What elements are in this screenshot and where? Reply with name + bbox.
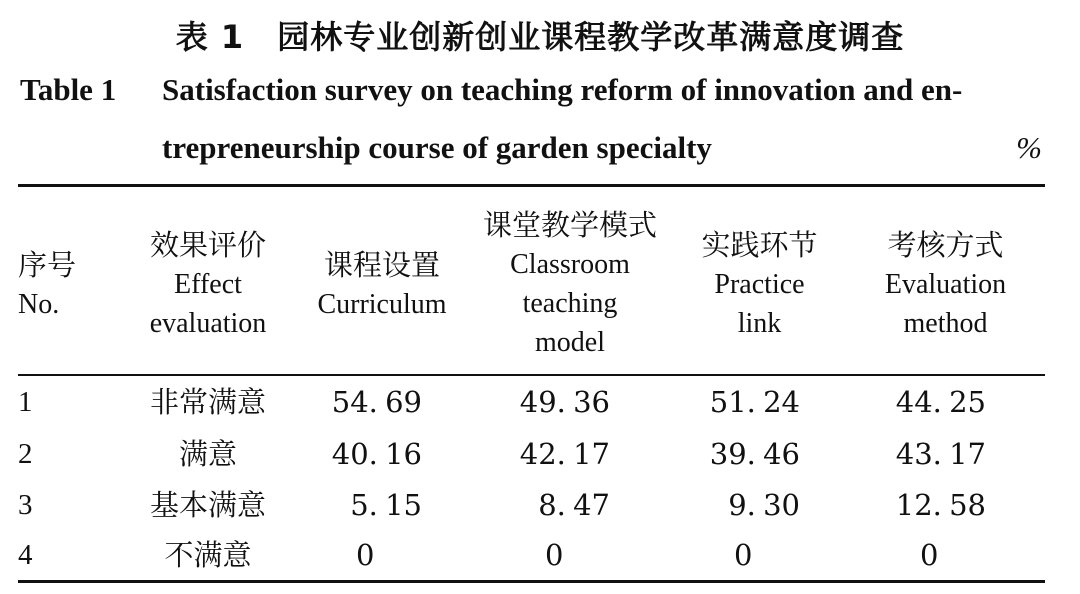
table-header-rule bbox=[18, 374, 1045, 376]
table-label: Table 1 bbox=[20, 72, 117, 107]
cell-practice: 0 bbox=[734, 538, 753, 572]
header-classroom-en-1: Classroom bbox=[510, 249, 630, 280]
table-row bbox=[0, 530, 1080, 580]
header-evaluation-en-2: method bbox=[903, 308, 988, 339]
cell-evaluation: 43. 17 bbox=[895, 437, 986, 471]
header-evaluation-cn: 考核方式 bbox=[887, 228, 1004, 262]
cell-evaluation: 12. 58 bbox=[895, 488, 986, 522]
unit-label: % bbox=[1016, 130, 1042, 165]
header-classroom-en-3: model bbox=[535, 327, 605, 358]
header-effect-evaluation bbox=[108, 226, 308, 343]
cell-effect: 不满意 bbox=[164, 538, 252, 572]
header-practice-link bbox=[672, 226, 847, 343]
cell-serial-number: 1 bbox=[18, 386, 33, 418]
cell-classroom: 42. 17 bbox=[519, 437, 610, 471]
cell-practice: 51. 24 bbox=[709, 385, 800, 419]
cell-serial-number: 3 bbox=[18, 489, 33, 521]
header-curriculum-cn: 课程设置 bbox=[323, 248, 440, 282]
table-title-english-line2: trepreneurship course of garden specialty bbox=[162, 130, 712, 165]
header-evaluation-en-1: Evaluation bbox=[884, 269, 1007, 300]
header-classroom-en-2: teaching bbox=[522, 288, 618, 319]
table-row bbox=[0, 429, 1080, 479]
table-row bbox=[0, 480, 1080, 530]
cell-curriculum: 54. 69 bbox=[331, 385, 422, 419]
header-curriculum-en: Curriculum bbox=[317, 289, 447, 320]
table-row bbox=[0, 377, 1080, 427]
cell-serial-number: 2 bbox=[18, 438, 33, 470]
cell-effect: 基本满意 bbox=[149, 488, 266, 522]
header-practice-en-2: link bbox=[737, 308, 782, 339]
cell-classroom: 0 bbox=[545, 538, 564, 572]
cell-evaluation: 44. 25 bbox=[895, 385, 986, 419]
header-serial-number-cn: 序号 bbox=[18, 248, 77, 282]
table-bottom-rule bbox=[18, 580, 1045, 583]
header-effect-evaluation-en-2: evaluation bbox=[149, 308, 267, 339]
table-top-rule bbox=[18, 184, 1045, 187]
cell-curriculum: 0 bbox=[356, 538, 375, 572]
header-practice-cn: 实践环节 bbox=[701, 228, 818, 262]
cell-classroom: 8. 47 bbox=[538, 488, 610, 522]
header-classroom-cn: 课堂教学模式 bbox=[482, 208, 657, 242]
cell-effect: 满意 bbox=[178, 437, 237, 471]
cell-effect: 非常满意 bbox=[149, 385, 266, 419]
header-practice-en-1: Practice bbox=[714, 269, 805, 300]
cell-curriculum: 40. 16 bbox=[331, 437, 422, 471]
header-serial-number-en: No. bbox=[18, 289, 60, 320]
table-title-chinese: 表 1 园林专业创新创业课程教学改革满意度调查 bbox=[175, 18, 905, 56]
header-serial-number bbox=[18, 246, 76, 324]
cell-evaluation: 0 bbox=[920, 538, 939, 572]
cell-classroom: 49. 36 bbox=[519, 385, 610, 419]
header-classroom-teaching-model bbox=[465, 206, 675, 362]
header-effect-evaluation-en-1: Effect bbox=[174, 269, 242, 300]
cell-practice: 39. 46 bbox=[709, 437, 800, 471]
header-evaluation-method bbox=[848, 226, 1043, 343]
header-effect-evaluation-cn: 效果评价 bbox=[149, 228, 266, 262]
cell-curriculum: 5. 15 bbox=[350, 488, 422, 522]
table-title-english-line1: Satisfaction survey on teaching reform of innovation and en- bbox=[162, 72, 963, 107]
cell-practice: 9. 30 bbox=[728, 488, 800, 522]
header-curriculum bbox=[292, 246, 472, 324]
cell-serial-number: 4 bbox=[18, 539, 33, 571]
